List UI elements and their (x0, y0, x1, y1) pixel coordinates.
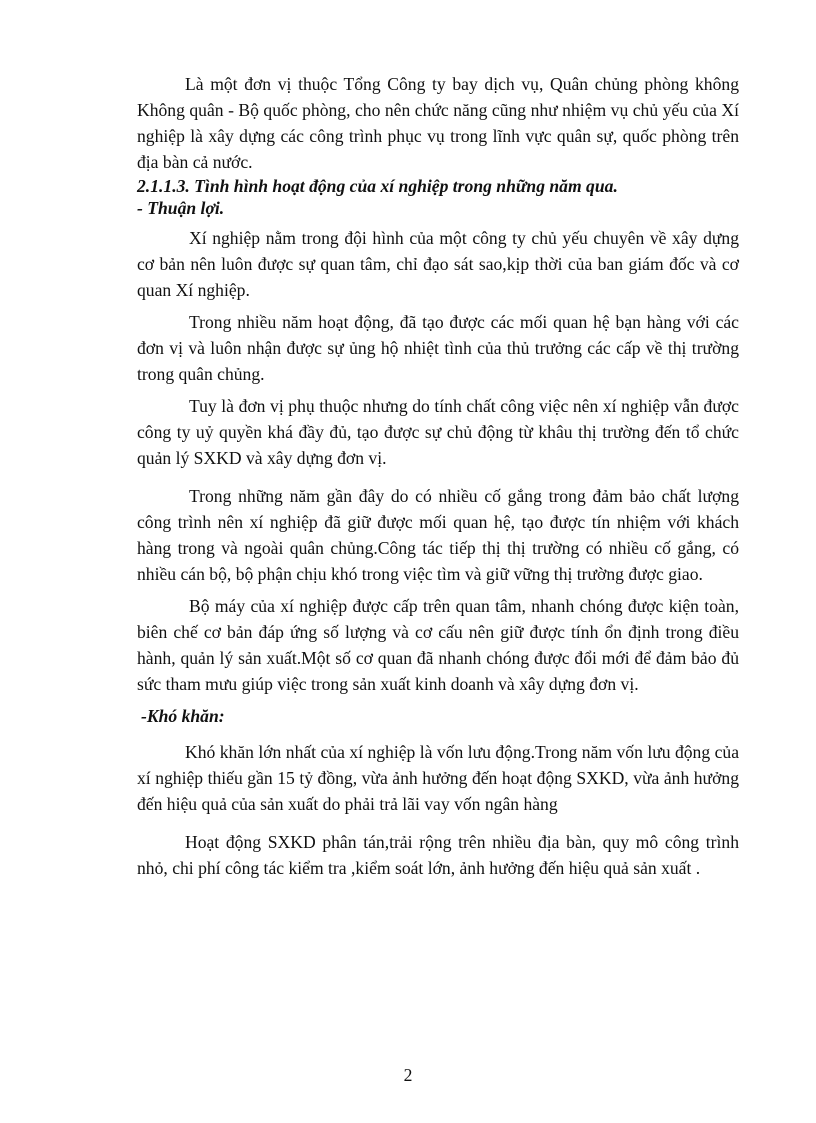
document-body (137, 71, 739, 881)
paragraph-advantage-2: Trong nhiều năm hoạt động, đã tạo được các mối quan hệ bạn hàng với các đơn vị và luôn nhận được sự ủng hộ nhiệt tình của thủ trưởng các cấp về thị trường trong quân chủng. (137, 312, 739, 384)
section-heading: 2.1.1.3. Tình hình hoạt động của xí nghiệp trong những năm qua. (137, 176, 618, 196)
paragraph-advantage-1: Xí nghiệp nằm trong đội hình của một công ty chủ yếu chuyên về xây dựng cơ bản nên luôn được sự quan tâm, chỉ đạo sát sao,kịp thời của ban giám đốc và cơ quan Xí nghiệp. (137, 228, 739, 300)
paragraph-advantage-3: Tuy là đơn vị phụ thuộc nhưng do tính chất công việc nên xí nghiệp vẫn được công ty uỷ quyền khá đầy đủ, tạo được sự chủ động từ khâu thị trường đến tổ chức quản lý SXKD và xây dựng đơn vị. (137, 396, 739, 468)
paragraph-advantage-5: Bộ máy của xí nghiệp được cấp trên quan tâm, nhanh chóng được kiện toàn, biên chế cơ bản đáp ứng số lượng và cơ cấu nên giữ được tính ổn định trong điều hành, quản lý sản xuất.Một số cơ quan đã nhanh chóng được đổi mới để đảm bảo đủ sức tham mưu giúp việc trong sản xuất kinh doanh và xây dựng đơn vị. (137, 596, 739, 694)
paragraph-intro: Là một đơn vị thuộc Tổng Công ty bay dịch vụ, Quân chủng phòng không Không quân - Bộ quốc phòng, cho nên chức năng cũng như nhiệm vụ chủ yếu của Xí nghiệp là xây dựng các công trình phục vụ trong lĩnh vực quân sự, quốc phòng trên địa bàn cả nước. (137, 74, 739, 172)
paragraph-advantage-4: Trong những năm gần đây do có nhiều cố gắng trong đảm bảo chất lượng công trình nên xí nghiệp đã giữ được mối quan hệ, tạo được tín nhiệm với khách hàng trong và ngoài quân chủng.Công tác tiếp thị thị trường có nhiều cố gắng, có nhiều cán bộ, bộ phận chịu khó trong việc tìm và giữ vững thị trường được giao. (137, 486, 739, 584)
paragraph-difficulty-1: Khó khăn lớn nhất của xí nghiệp là vốn lưu động.Trong năm vốn lưu động của xí nghiệp thiếu gần 15 tỷ đồng, vừa ảnh hưởng đến hoạt động SXKD, vừa ảnh hưởng đến hiệu quả của sản xuất do phải trả lãi vay vốn ngân hàng (137, 742, 739, 814)
page-number: 2 (403, 1065, 413, 1085)
difficulties-heading: -Khó khăn: (141, 706, 225, 726)
advantages-heading: - Thuận lợi. (137, 198, 225, 218)
paragraph-difficulty-2: Hoạt động SXKD phân tán,trải rộng trên nhiều địa bàn, quy mô công trình nhỏ, chi phí công tác kiểm tra ,kiểm soát lớn, ảnh hưởng đến hiệu quả sản xuất . (137, 832, 739, 878)
